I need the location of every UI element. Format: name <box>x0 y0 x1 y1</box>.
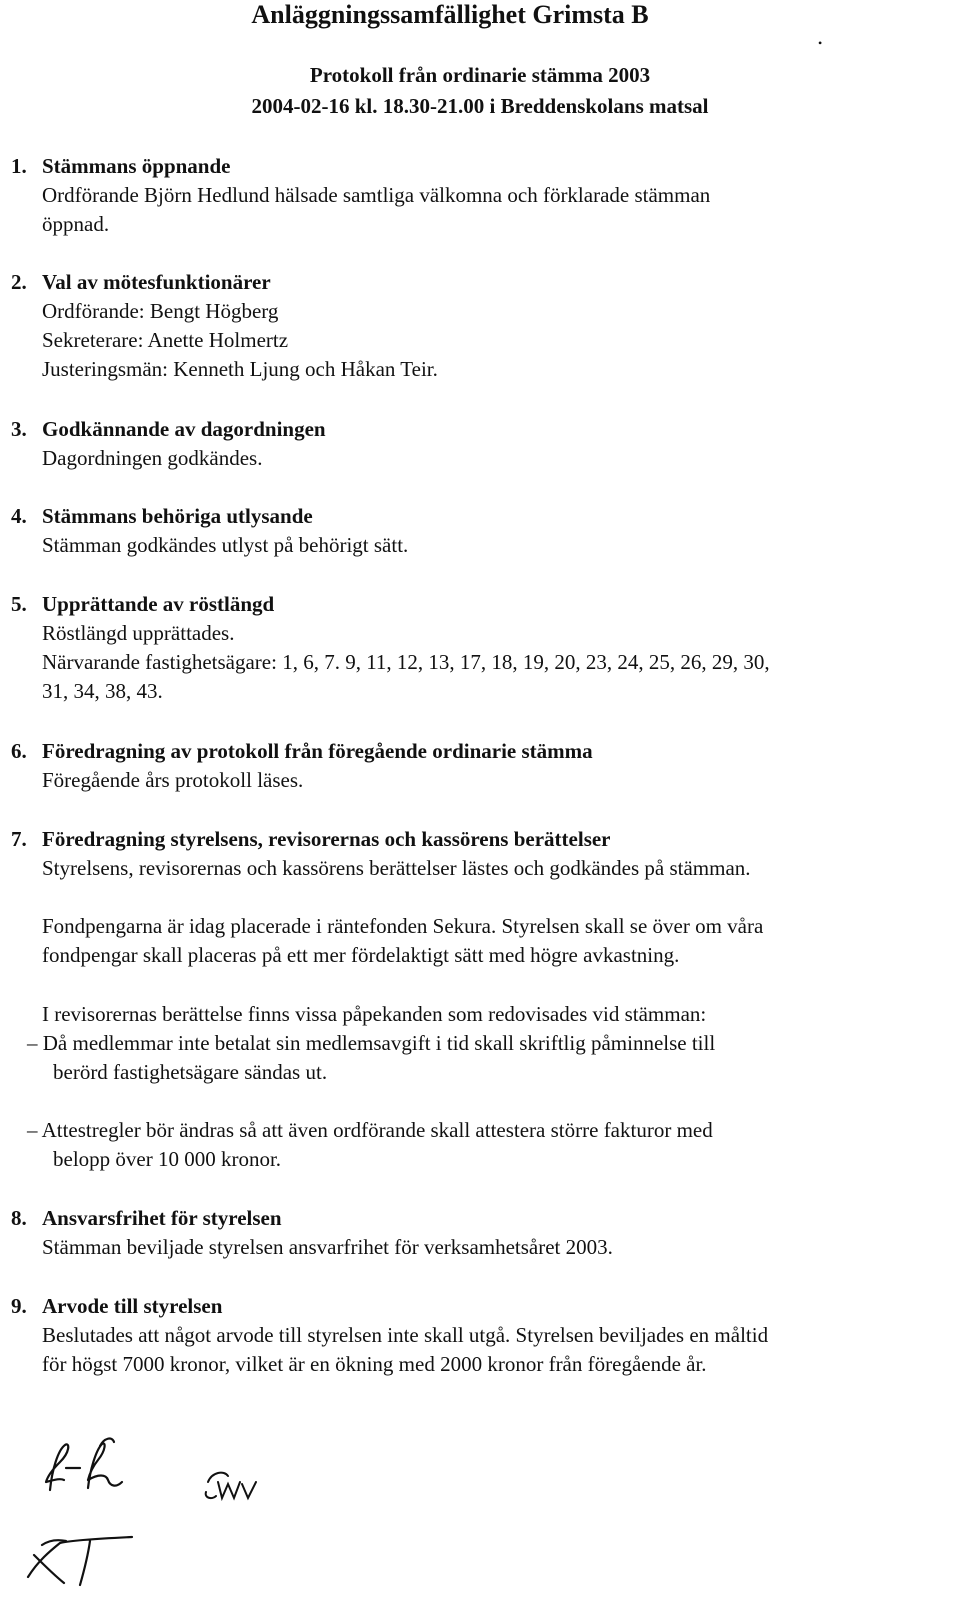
section-heading: Föredragning av protokoll från föregående ordinarie stämma <box>42 739 593 763</box>
section-heading: Arvode till styrelsen <box>42 1294 223 1318</box>
section-text: 31, 34, 38, 43. <box>42 679 163 703</box>
section-heading: Ansvarsfrihet för styrelsen <box>42 1206 282 1230</box>
section-heading: Stämmans behöriga utlysande <box>42 504 313 528</box>
section-text: I revisorernas berättelse finns vissa påpekanden som redovisades vid stämman: <box>42 1002 707 1026</box>
section-text: Beslutades att något arvode till styrelsen inte skall utgå. Styrelsen beviljades en måltid <box>42 1323 769 1347</box>
remark-item: – Då medlemmar inte betalat sin medlemsavgift i tid skall skriftlig påminnelse till <box>27 1031 716 1055</box>
section-number: 2. <box>11 270 27 294</box>
section-text: Styrelsens, revisorernas och kassörens berättelser lästes och godkändes på stämman. <box>42 856 751 880</box>
section-heading: Föredragning styrelsens, revisorernas och kassörens berättelser <box>42 827 611 851</box>
section-text: Stämman beviljade styrelsen ansvarfrihet för verksamhetsåret 2003. <box>42 1235 613 1259</box>
section-text: Stämman godkändes utlyst på behörigt sätt. <box>42 533 409 557</box>
signature-initials-1 <box>30 1430 180 1510</box>
section-text: Närvarande fastighetsägare: 1, 6, 7. 9, 11, 12, 13, 17, 18, 19, 20, 23, 24, 25, 26, 29, 30, <box>42 650 770 674</box>
meeting-datetime: 2004-02-16 kl. 18.30-21.00 i Breddenskolans matsal <box>251 94 709 118</box>
remark-item-cont: belopp över 10 000 kronor. <box>53 1147 282 1171</box>
section-number: 5. <box>11 592 27 616</box>
section-number: 4. <box>11 504 27 528</box>
section-number: 3. <box>11 417 27 441</box>
section-number: 7. <box>11 827 27 851</box>
section-text: för högst 7000 kronor, vilket är en ökning med 2000 kronor från föregående år. <box>42 1352 707 1376</box>
section-text: Dagordningen godkändes. <box>42 446 263 470</box>
section-heading: Godkännande av dagordningen <box>42 417 326 441</box>
section-number: 9. <box>11 1294 27 1318</box>
section-text: Ordförande: Bengt Högberg <box>42 299 279 323</box>
remark-item-cont: berörd fastighetsägare sändas ut. <box>53 1060 328 1084</box>
signature-initials-2 <box>190 1452 280 1512</box>
section-heading: Val av mötesfunktionärer <box>42 270 271 294</box>
section-number: 1. <box>11 154 27 178</box>
document-subtitle: Protokoll från ordinarie stämma 2003 <box>309 63 651 87</box>
signature-initials-3 <box>20 1515 160 1595</box>
remark-item: – Attestregler bör ändras så att även ordförande skall attestera större fakturor med <box>27 1118 713 1142</box>
section-text: Sekreterare: Anette Holmertz <box>42 328 289 352</box>
section-text: Ordförande Björn Hedlund hälsade samtliga välkomna och förklarade stämman <box>42 183 711 207</box>
section-text: Röstlängd upprättades. <box>42 621 235 645</box>
section-text: fondpengar skall placeras på ett mer fördelaktigt sätt med högre avkastning. <box>42 943 680 967</box>
section-text: Föregående års protokoll läses. <box>42 768 304 792</box>
stray-mark: • <box>818 36 823 50</box>
section-number: 6. <box>11 739 27 763</box>
section-text: Justeringsmän: Kenneth Ljung och Håkan Teir. <box>42 357 438 381</box>
section-number: 8. <box>11 1206 27 1230</box>
section-heading: Stämmans öppnande <box>42 154 231 178</box>
section-text: Fondpengarna är idag placerade i räntefonden Sekura. Styrelsen skall se över om våra <box>42 914 764 938</box>
section-heading: Upprättande av röstlängd <box>42 592 275 616</box>
section-text: öppnad. <box>42 212 110 236</box>
document-title: Anläggningssamfällighet Grimsta B <box>251 0 649 29</box>
